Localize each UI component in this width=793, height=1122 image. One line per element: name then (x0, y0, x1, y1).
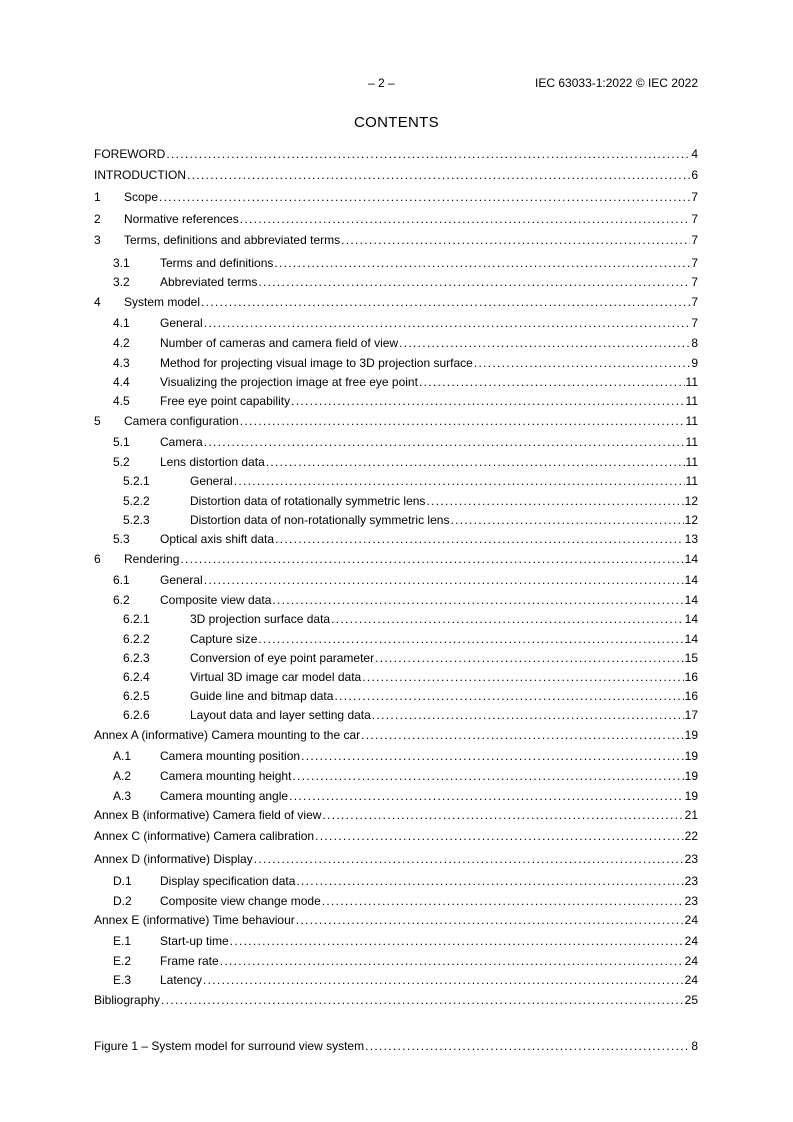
entry-title: Annex A (informative) Camera mounting to the car (94, 728, 361, 742)
entry-page-number: 24 (684, 973, 698, 987)
dot-leader (372, 707, 684, 723)
entry-number: 6.2.5 (123, 689, 150, 703)
dot-leader (274, 255, 690, 271)
entry-title: Layout data and layer setting data (190, 708, 371, 722)
entry-number: 4.1 (113, 316, 130, 330)
entry-title: Normative references (124, 212, 239, 226)
toc-entry[interactable] (94, 413, 698, 429)
entry-page-number: 7 (691, 233, 698, 247)
entry-page-number: 16 (684, 670, 698, 684)
entry-number: 3 (94, 233, 101, 247)
toc-entry[interactable] (94, 454, 698, 470)
entry-number: 3.1 (113, 256, 130, 270)
entry-page-number: 23 (684, 852, 698, 866)
entry-page-number: 22 (684, 829, 698, 843)
toc-entry[interactable] (94, 146, 698, 162)
toc-entry[interactable] (94, 294, 698, 310)
toc-entry[interactable] (94, 211, 698, 227)
entry-title: Composite view change mode (160, 894, 321, 908)
toc-entry[interactable] (94, 669, 698, 685)
entry-page-number: 8 (691, 336, 698, 350)
entry-number: E.3 (113, 973, 132, 987)
entry-page-number: 12 (684, 494, 698, 508)
dot-leader (230, 933, 684, 949)
entry-title: Optical axis shift data (160, 532, 275, 546)
toc-entry[interactable] (94, 189, 698, 205)
dot-leader (187, 167, 690, 183)
entry-number: 5.2.1 (123, 474, 150, 488)
toc-entry[interactable] (94, 688, 698, 704)
dot-leader (362, 669, 683, 685)
dot-leader (419, 374, 685, 390)
entry-title: Number of cameras and camera field of view (160, 336, 399, 350)
dot-leader (291, 393, 684, 409)
dot-leader (240, 413, 685, 429)
entry-number: 6.2.1 (123, 612, 150, 626)
entry-title: Abbreviated terms (160, 275, 258, 289)
toc-entry[interactable] (94, 335, 698, 351)
entry-title: Camera mounting position (160, 749, 301, 763)
dot-leader (272, 592, 683, 608)
entry-number: A.2 (113, 769, 132, 783)
toc-entry[interactable] (94, 933, 698, 949)
dot-leader (180, 551, 683, 567)
entry-title: Frame rate (160, 954, 219, 968)
entry-number: D.1 (113, 874, 132, 888)
entry-title: Method for projecting visual image to 3D projection surface (160, 356, 473, 370)
entry-title: General (160, 316, 203, 330)
entry-title: Free eye point capability (160, 394, 291, 408)
page-title: CONTENTS (354, 114, 439, 131)
toc-entry[interactable] (94, 551, 698, 567)
entry-number: 6.2.4 (123, 670, 150, 684)
entry-page-number: 7 (691, 316, 698, 330)
toc-entry[interactable] (94, 531, 698, 547)
toc-entry[interactable] (94, 512, 698, 528)
entry-number: E.1 (113, 934, 132, 948)
toc-entry[interactable] (94, 893, 698, 909)
toc-entry[interactable] (94, 355, 698, 371)
entry-title: Annex E (informative) Time behaviour (94, 913, 295, 927)
entry-title: Rendering (124, 552, 180, 566)
dot-leader (161, 992, 684, 1008)
entry-title: Guide line and bitmap data (190, 689, 334, 703)
toc-entry[interactable] (94, 631, 698, 647)
entry-title: General (190, 474, 233, 488)
page-number: – 2 – (368, 76, 395, 90)
toc-entry[interactable] (94, 727, 698, 743)
toc-entry[interactable] (94, 953, 698, 969)
document-id: IEC 63033-1:2022 © IEC 2022 (535, 76, 698, 90)
dot-leader (399, 335, 690, 351)
entry-page-number: 4 (691, 147, 698, 161)
dot-leader (315, 828, 684, 844)
entry-title: Capture size (190, 632, 258, 646)
entry-title: Figure 1 – System model for surround view system (94, 1039, 365, 1053)
dot-leader (204, 572, 684, 588)
dot-leader (334, 688, 683, 704)
dot-leader (204, 434, 685, 450)
entry-number: 5.1 (113, 435, 130, 449)
entry-page-number: 11 (685, 375, 698, 389)
entry-title: Annex D (informative) Display (94, 852, 253, 866)
entry-number: 5.2 (113, 455, 130, 469)
entry-title: Bibliography (94, 993, 161, 1007)
entry-title: Virtual 3D image car model data (190, 670, 362, 684)
figure-entry[interactable] (94, 1038, 698, 1054)
toc-entry[interactable] (94, 828, 698, 844)
entry-title: Annex B (informative) Camera field of view (94, 808, 322, 822)
dot-leader (296, 912, 684, 928)
entry-number: 5.3 (113, 532, 130, 546)
entry-page-number: 14 (684, 552, 698, 566)
entry-number: D.2 (113, 894, 132, 908)
entry-title: Lens distortion data (160, 455, 265, 469)
toc-entry[interactable] (94, 972, 698, 988)
entry-page-number: 14 (684, 573, 698, 587)
toc-entry[interactable] (94, 851, 698, 867)
entry-number: 6.2.6 (123, 708, 150, 722)
entry-page-number: 6 (691, 168, 698, 182)
dot-leader (201, 294, 690, 310)
toc-entry[interactable] (94, 611, 698, 627)
toc-entry[interactable] (94, 434, 698, 450)
dot-leader (474, 355, 690, 371)
dot-leader (240, 211, 691, 227)
entry-page-number: 7 (691, 275, 698, 289)
entry-number: 3.2 (113, 275, 130, 289)
toc-entry[interactable] (94, 274, 698, 290)
dot-leader (301, 748, 684, 764)
entry-number: 4 (94, 295, 101, 309)
entry-number: E.2 (113, 954, 132, 968)
toc-entry[interactable] (94, 393, 698, 409)
entry-number: 5.2.2 (123, 494, 150, 508)
entry-title: Camera mounting angle (160, 789, 289, 803)
toc-entry[interactable] (94, 992, 698, 1008)
dot-leader (220, 953, 684, 969)
toc-entry[interactable] (94, 232, 698, 248)
dot-leader (266, 454, 685, 470)
entry-number: A.3 (113, 789, 132, 803)
entry-page-number: 16 (684, 689, 698, 703)
entry-number: 1 (94, 190, 101, 204)
toc-entry[interactable] (94, 255, 698, 271)
toc-entry[interactable] (94, 912, 698, 928)
dot-leader (159, 189, 690, 205)
toc-entry[interactable] (94, 768, 698, 784)
entry-page-number: 13 (684, 532, 698, 546)
toc-entry[interactable] (94, 493, 698, 509)
entry-number: 2 (94, 212, 101, 226)
entry-page-number: 7 (691, 256, 698, 270)
entry-page-number: 11 (685, 474, 698, 488)
entry-title: Distortion data of rotationally symmetric lens (190, 494, 426, 508)
entry-page-number: 14 (684, 632, 698, 646)
entry-number: A.1 (113, 749, 132, 763)
entry-page-number: 11 (685, 414, 698, 428)
entry-number: 6.2.2 (123, 632, 150, 646)
entry-page-number: 24 (684, 913, 698, 927)
dot-leader (361, 727, 684, 743)
dot-leader (203, 972, 684, 988)
dot-leader (375, 650, 684, 666)
dot-leader (234, 473, 685, 489)
entry-page-number: 19 (684, 789, 698, 803)
entry-title: Display specification data (160, 874, 296, 888)
dot-leader (296, 873, 683, 889)
entry-page-number: 19 (684, 749, 698, 763)
entry-page-number: 19 (684, 728, 698, 742)
toc-entry[interactable] (94, 374, 698, 390)
dot-leader (166, 146, 690, 162)
toc-entry[interactable] (94, 572, 698, 588)
entry-page-number: 7 (691, 212, 698, 226)
entry-number: 6.1 (113, 573, 130, 587)
entry-page-number: 21 (684, 808, 698, 822)
dot-leader (275, 531, 684, 547)
toc-entry[interactable] (94, 167, 698, 183)
entry-title: Latency (160, 973, 203, 987)
entry-page-number: 15 (684, 651, 698, 665)
dot-leader (331, 611, 684, 627)
entry-page-number: 11 (685, 394, 698, 408)
page-header (95, 76, 698, 92)
entry-page-number: 14 (684, 593, 698, 607)
toc-entry[interactable] (94, 592, 698, 608)
entry-title: FOREWORD (94, 147, 166, 161)
entry-page-number: 23 (684, 894, 698, 908)
entry-title: General (160, 573, 203, 587)
dot-leader (292, 768, 683, 784)
entry-title: Terms, definitions and abbreviated terms (124, 233, 341, 247)
entry-title: Distortion data of non-rotationally symmetric lens (190, 513, 450, 527)
entry-page-number: 8 (691, 1039, 698, 1053)
dot-leader (204, 315, 691, 331)
entry-title: Camera mounting height (160, 769, 292, 783)
entry-title: Composite view data (160, 593, 272, 607)
entry-title: INTRODUCTION (94, 168, 186, 182)
toc-entry[interactable] (94, 473, 698, 489)
entry-number: 6.2 (113, 593, 130, 607)
entry-page-number: 12 (684, 513, 698, 527)
dot-leader (426, 493, 683, 509)
entry-title: Camera (160, 435, 203, 449)
entry-number: 5 (94, 414, 101, 428)
entry-page-number: 24 (684, 934, 698, 948)
entry-title: System model (124, 295, 201, 309)
toc-entry[interactable] (94, 650, 698, 666)
dot-leader (322, 807, 683, 823)
entry-title: Conversion of eye point parameter (190, 651, 375, 665)
entry-title: Terms and definitions (160, 256, 274, 270)
entry-number: 6 (94, 552, 101, 566)
toc-entry[interactable] (94, 807, 698, 823)
entry-page-number: 9 (691, 356, 698, 370)
entry-page-number: 24 (684, 954, 698, 968)
dot-leader (365, 1038, 690, 1054)
entry-title: Visualizing the projection image at free eye point (160, 375, 418, 389)
entry-number: 4.4 (113, 375, 130, 389)
entry-title: Scope (124, 190, 159, 204)
entry-page-number: 7 (691, 190, 698, 204)
entry-number: 4.2 (113, 336, 130, 350)
toc-entry[interactable] (94, 315, 698, 331)
entry-page-number: 17 (684, 708, 698, 722)
dot-leader (254, 851, 684, 867)
toc-entry[interactable] (94, 873, 698, 889)
entry-title: 3D projection surface data (190, 612, 331, 626)
entry-page-number: 11 (685, 455, 698, 469)
entry-page-number: 7 (691, 295, 698, 309)
entry-number: 6.2.3 (123, 651, 150, 665)
dot-leader (450, 512, 683, 528)
entry-number: 4.3 (113, 356, 130, 370)
entry-title: Start-up time (160, 934, 229, 948)
entry-page-number: 23 (684, 874, 698, 888)
dot-leader (258, 274, 690, 290)
entry-page-number: 19 (684, 769, 698, 783)
toc-entry[interactable] (94, 707, 698, 723)
dot-leader (341, 232, 690, 248)
entry-page-number: 11 (685, 435, 698, 449)
dot-leader (322, 893, 684, 909)
entry-page-number: 25 (684, 993, 698, 1007)
toc-entry[interactable] (94, 788, 698, 804)
entry-title: Camera configuration (124, 414, 239, 428)
entry-page-number: 14 (684, 612, 698, 626)
entry-number: 4.5 (113, 394, 130, 408)
entry-title: Annex C (informative) Camera calibration (94, 829, 315, 843)
dot-leader (258, 631, 683, 647)
entry-number: 5.2.3 (123, 513, 150, 527)
toc-entry[interactable] (94, 748, 698, 764)
dot-leader (289, 788, 684, 804)
